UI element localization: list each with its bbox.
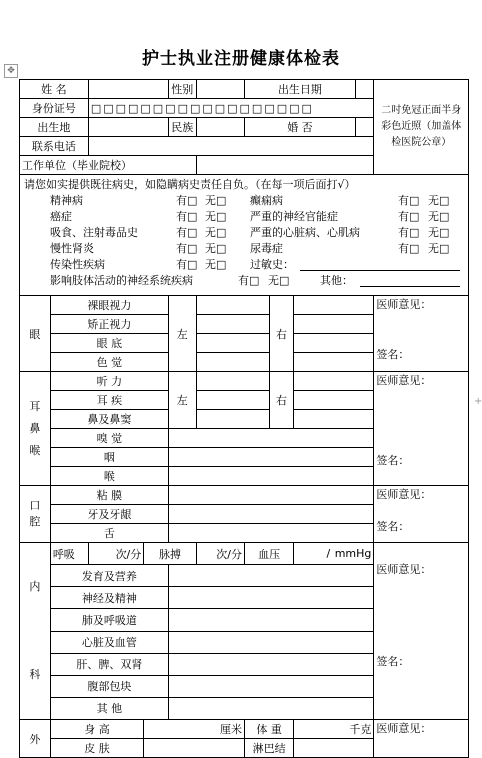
ent-item: 听 力 [50, 372, 168, 391]
eye-item: 矫正视力 [50, 315, 168, 334]
yes-checkbox[interactable]: 有□ [176, 258, 198, 271]
internal-item: 其 他 [50, 697, 168, 719]
allergy-label: 过敏史： [250, 258, 294, 271]
yes-checkbox[interactable]: 有□ [238, 274, 260, 287]
gender-value[interactable] [196, 80, 244, 99]
lymph-value[interactable] [294, 739, 374, 758]
oral-value[interactable] [168, 524, 373, 543]
internal-value[interactable] [168, 675, 373, 697]
bp-value[interactable] [294, 543, 374, 565]
ent-item: 耳 疾 [50, 391, 168, 410]
ent-item: 鼻及鼻窦 [50, 410, 168, 429]
oral-label-char: 腔 [29, 515, 41, 528]
oral-item: 牙及牙龈 [50, 505, 168, 524]
name-value[interactable] [88, 80, 168, 99]
internal-item: 腹部包块 [50, 675, 168, 697]
eye-item: 眼 底 [50, 334, 168, 353]
phone-value[interactable] [88, 137, 374, 156]
eye-right-value[interactable] [294, 353, 374, 372]
history-item: 癫痫病 [250, 194, 283, 207]
id-label: 身份证号 [20, 99, 89, 118]
bp-unit: mmHg [334, 547, 372, 561]
name-label: 姓 名 [20, 80, 89, 99]
eye-left-value[interactable] [196, 353, 269, 372]
form-title: 护士执业注册健康体检表 [142, 49, 340, 69]
history-item: 传染性疾病 [50, 258, 105, 271]
other-line[interactable] [360, 273, 460, 287]
internal-doctor-opinion[interactable] [374, 543, 469, 720]
marital-label: 婚 否 [244, 118, 355, 137]
eye-right-label: 右 [269, 296, 294, 372]
phone-label: 联系电话 [20, 137, 89, 156]
id-boxes[interactable]: □□□□□□□□□□□□□□□□□□ [88, 99, 374, 118]
ent-item: 咽 [50, 448, 168, 467]
breath-label: 呼吸 [50, 543, 88, 565]
eye-item: 色 觉 [50, 353, 168, 372]
internal-label-char: 内 [29, 580, 41, 593]
history-item: 癌症 [50, 210, 72, 223]
ent-label-char: 耳 [29, 399, 41, 413]
oral-doctor-opinion[interactable] [374, 486, 469, 543]
internal-value[interactable] [168, 587, 373, 609]
internal-value[interactable] [168, 631, 373, 653]
bp-label: 血压 [244, 543, 293, 565]
birthplace-value[interactable] [88, 118, 168, 137]
ent-value[interactable] [168, 467, 373, 486]
add-column-icon[interactable]: + [474, 396, 482, 407]
health-check-table [19, 79, 469, 758]
ent-right-value[interactable] [294, 372, 374, 391]
no-checkbox[interactable]: 无□ [205, 242, 227, 255]
signature-label: 签名： [376, 348, 410, 361]
no-checkbox[interactable]: 无□ [428, 242, 450, 255]
no-checkbox[interactable]: 无□ [268, 274, 290, 287]
other-label: 其他： [320, 274, 353, 287]
doctor-opinion-label: 医师意见： [376, 563, 432, 576]
eye-right-value[interactable] [294, 296, 374, 315]
internal-label [20, 543, 51, 720]
pulse-label: 脉搏 [144, 543, 196, 565]
internal-value[interactable] [168, 565, 373, 587]
weight-label: 体 重 [244, 720, 293, 739]
ethnicity-value[interactable] [196, 118, 244, 137]
ent-right-label: 右 [269, 372, 294, 429]
oral-item: 粘 膜 [50, 486, 168, 505]
eye-doctor-opinion[interactable] [374, 296, 469, 372]
internal-value[interactable] [168, 697, 373, 719]
birth-value[interactable] [355, 80, 373, 99]
skin-label: 皮 肤 [50, 739, 143, 758]
yes-checkbox[interactable]: 有□ [176, 210, 198, 223]
weight-unit[interactable]: 千克 [294, 720, 374, 739]
no-checkbox[interactable]: 无□ [428, 210, 450, 223]
eye-item: 裸眼视力 [50, 296, 168, 315]
ent-value[interactable] [168, 448, 373, 467]
ent-label [20, 372, 51, 486]
yes-checkbox[interactable]: 有□ [176, 194, 198, 207]
signature-label: 签名： [376, 655, 410, 668]
ethnicity-label: 民族 [168, 118, 196, 137]
neuro-label: 影响肢体活动的神经系统疾病 [50, 274, 193, 287]
signature-label: 签名： [376, 520, 410, 533]
internal-item: 肺及呼吸道 [50, 609, 168, 631]
oral-value[interactable] [168, 486, 373, 505]
history-item: 慢性肾炎 [50, 242, 94, 255]
medical-history [20, 175, 469, 296]
ent-label-char: 鼻 [29, 421, 41, 435]
ent-left-label: 左 [168, 372, 196, 429]
oral-label [20, 486, 51, 543]
oral-label-char: 口 [29, 499, 41, 512]
work-value[interactable] [196, 156, 374, 175]
history-item: 吸食、注射毒品史 [50, 226, 138, 239]
internal-item: 心脏及血管 [50, 631, 168, 653]
history-item: 严重的神经官能症 [250, 210, 338, 223]
height-unit[interactable]: 厘米 [144, 720, 245, 739]
internal-value[interactable] [168, 653, 373, 675]
table-move-handle-icon[interactable]: ✥ [4, 64, 18, 78]
ent-right-value[interactable] [294, 410, 374, 429]
ent-left-value[interactable] [196, 410, 269, 429]
history-intro: 请您如实提供既往病史，如隐瞒病史责任自负。（在每一项后面打√） [24, 178, 356, 191]
birthplace-label: 出生地 [20, 118, 89, 137]
yes-checkbox[interactable]: 有□ [398, 226, 420, 239]
internal-item: 发育及营养 [50, 565, 168, 587]
internal-item: 神经及精神 [50, 587, 168, 609]
eye-left-label: 左 [168, 296, 196, 372]
skin-value[interactable] [144, 739, 245, 758]
external-label: 外 [20, 720, 51, 758]
ent-right-value[interactable] [294, 391, 374, 410]
eye-left-value[interactable] [196, 296, 269, 315]
no-checkbox[interactable]: 无□ [428, 194, 450, 207]
ent-item: 喉 [50, 467, 168, 486]
bp-slash: / [326, 547, 331, 561]
history-item: 严重的心脏病、心肌病 [250, 226, 360, 239]
ent-item: 嗅 觉 [50, 429, 168, 448]
lymph-label: 淋巴结 [244, 739, 293, 758]
height-label: 身 高 [50, 720, 143, 739]
ent-left-value[interactable] [196, 391, 269, 410]
yes-checkbox[interactable]: 有□ [398, 210, 420, 223]
marital-value[interactable] [355, 118, 373, 137]
eye-right-value[interactable] [294, 315, 374, 334]
doctor-opinion-label: 医师意见： [376, 374, 432, 387]
breath-unit[interactable]: 次/分 [88, 543, 143, 565]
yes-checkbox[interactable]: 有□ [398, 242, 420, 255]
photo-area: 二吋免冠正面半身彩色近照（加盖体检医院公章） [374, 80, 469, 175]
history-item: 尿毒症 [250, 242, 283, 255]
no-checkbox[interactable]: 无□ [205, 226, 227, 239]
signature-label: 签名： [376, 454, 410, 467]
eye-label: 眼 [20, 296, 51, 372]
eye-left-value[interactable] [196, 315, 269, 334]
doctor-opinion-label: 医师意见： [376, 722, 432, 735]
oral-value[interactable] [168, 505, 373, 524]
internal-label-char: 科 [29, 668, 41, 681]
yes-checkbox[interactable]: 有□ [176, 242, 198, 255]
oral-item: 舌 [50, 524, 168, 543]
pulse-unit[interactable]: 次/分 [196, 543, 244, 565]
eye-right-value[interactable] [294, 334, 374, 353]
no-checkbox[interactable]: 无□ [428, 226, 450, 239]
eye-left-value[interactable] [196, 334, 269, 353]
ent-doctor-opinion[interactable] [374, 372, 469, 486]
history-item: 精神病 [50, 194, 83, 207]
birth-label: 出生日期 [244, 80, 355, 99]
internal-value[interactable] [168, 609, 373, 631]
ent-value[interactable] [168, 429, 373, 448]
ent-left-value[interactable] [196, 372, 269, 391]
ent-label-char: 喉 [29, 443, 41, 457]
external-doctor-opinion[interactable] [374, 720, 469, 758]
yes-checkbox[interactable]: 有□ [176, 226, 198, 239]
no-checkbox[interactable]: 无□ [205, 194, 227, 207]
no-checkbox[interactable]: 无□ [205, 258, 227, 271]
no-checkbox[interactable]: 无□ [205, 210, 227, 223]
gender-label: 性别 [168, 80, 196, 99]
work-label: 工作单位（毕业院校） [20, 156, 197, 175]
internal-item: 肝、脾、双肾 [50, 653, 168, 675]
yes-checkbox[interactable]: 有□ [398, 194, 420, 207]
doctor-opinion-label: 医师意见： [376, 298, 432, 311]
allergy-line[interactable] [300, 257, 460, 271]
doctor-opinion-label: 医师意见： [376, 488, 432, 501]
